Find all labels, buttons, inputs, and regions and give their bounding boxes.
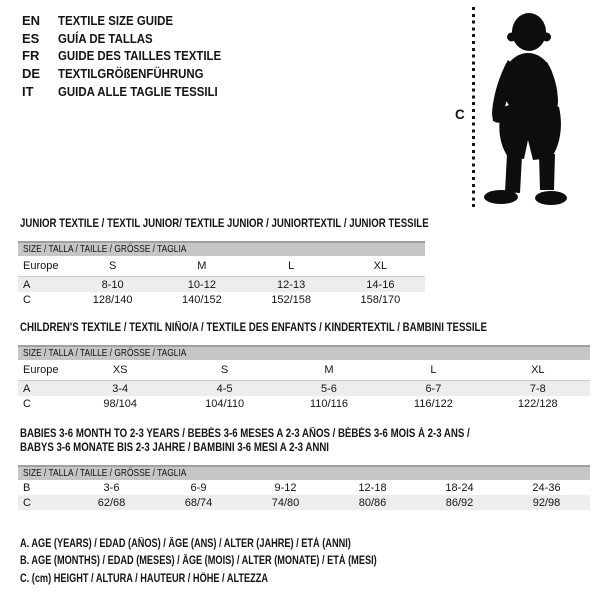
language-label-text: TEXTILE SIZE GUIDE <box>58 13 174 29</box>
row-label: C <box>23 397 31 410</box>
table-cell: 98/104 <box>103 397 138 410</box>
height-measure-label: C <box>455 107 465 122</box>
size-header-bar-text: SIZE / TALLA / TAILLE / GRÖSSE / TAGLIA <box>23 347 187 359</box>
language-label <box>58 66 223 81</box>
table-cell: 122/128 <box>517 397 558 410</box>
size-table <box>18 241 425 307</box>
row-label: C <box>23 293 31 306</box>
language-label-text: GUIDE DES TAILLES TEXTILE <box>58 48 222 64</box>
language-item <box>22 30 243 48</box>
table-row <box>18 360 590 381</box>
table-cell: 3-4 <box>112 382 129 395</box>
table-cell: 158/170 <box>360 293 401 306</box>
section-title <box>18 427 590 441</box>
size-table <box>18 465 590 510</box>
size-header-bar <box>18 241 425 256</box>
table-row <box>18 277 425 292</box>
language-code: EN <box>22 13 41 29</box>
legend-line <box>20 553 466 570</box>
section-title-text: JUNIOR TEXTILE / TEXTIL JUNIOR/ TEXTILE JUNIOR / JUNIORTEXTIL / JUNIOR TESSILE <box>20 218 429 230</box>
measure-legend <box>20 536 466 588</box>
language-code: DE <box>22 66 41 82</box>
table-cell: XL <box>373 260 388 272</box>
legend-line <box>20 571 466 588</box>
table-row <box>18 256 425 277</box>
table-cell: 12-13 <box>277 278 306 291</box>
table-cell: 14-16 <box>366 278 395 291</box>
table-cell: S <box>108 260 117 272</box>
section-title-text: BABIES 3-6 MONTH TO 2-3 YEARS / BEBÉS 3-6 MESES A 2-3 AÑOS / BÉBÉS 3-6 MOIS À 2-3 ANS / <box>20 428 470 440</box>
legend-line-text: A. AGE (YEARS) / EDAD (AÑOS) / ÂGE (ANS) / ALTER (JAHRE) / ETÀ (ANNI) <box>20 538 351 550</box>
table-cell: M <box>197 260 207 272</box>
section-title <box>18 321 590 335</box>
table-row <box>18 480 590 495</box>
language-code: FR <box>22 48 40 64</box>
table-cell: 10-12 <box>187 278 216 291</box>
language-label <box>58 84 240 99</box>
table-cell: 8-10 <box>101 278 124 291</box>
language-label <box>58 31 166 46</box>
language-code: IT <box>22 83 34 99</box>
table-cell: 4-5 <box>216 382 233 395</box>
table-cell: 104/110 <box>205 397 245 410</box>
size-header-bar-text: SIZE / TALLA / TAILLE / GRÖSSE / TAGLIA <box>23 467 187 479</box>
language-label-text: TEXTILGRÖßENFÜHRUNG <box>58 66 204 82</box>
size-table-section-2 <box>18 321 590 411</box>
language-label <box>58 48 243 63</box>
size-table-section-1 <box>18 217 429 307</box>
language-item <box>22 47 243 65</box>
table-cell: XS <box>112 364 128 376</box>
table-cell: 12-18 <box>358 481 387 494</box>
section-title-block <box>18 427 590 455</box>
section-title-text: BABYS 3-6 MONATE BIS 2-3 JAHRE / BAMBINI 3-6 MESI A 2-3 ANNI <box>20 442 329 454</box>
table-row <box>18 381 590 396</box>
table-cell: M <box>324 364 334 376</box>
table-cell: 62/68 <box>97 496 126 509</box>
row-label: C <box>23 496 31 509</box>
table-cell: 74/80 <box>271 496 300 509</box>
table-cell: 92/98 <box>532 496 561 509</box>
section-title <box>18 441 590 455</box>
language-item <box>22 65 243 83</box>
size-header-bar <box>18 345 590 360</box>
language-code: ES <box>22 30 40 46</box>
language-item <box>22 12 243 30</box>
language-label-text: GUÍA DE TALLAS <box>58 30 153 46</box>
table-row <box>18 292 425 307</box>
legend-line <box>20 536 466 553</box>
legend-line-text: C. (cm) HEIGHT / ALTURA / HAUTEUR / HÖHE / ALTEZZA <box>20 572 269 585</box>
table-cell: 116/122 <box>413 397 453 410</box>
language-label <box>58 13 189 28</box>
size-table-section-3 <box>18 427 590 510</box>
language-list <box>22 12 243 100</box>
table-cell: 3-6 <box>103 481 120 494</box>
table-cell: 6-7 <box>425 382 442 395</box>
table-cell: L <box>288 260 295 272</box>
table-cell: 6-9 <box>190 481 207 494</box>
table-cell: 7-8 <box>529 382 546 395</box>
table-cell: 110/116 <box>309 397 349 410</box>
size-header-bar <box>18 465 590 480</box>
section-title-block <box>18 217 429 231</box>
table-cell: XL <box>531 364 545 376</box>
table-cell: 140/152 <box>181 293 222 306</box>
table-cell: 18-24 <box>445 481 474 494</box>
table-cell: 86/92 <box>445 496 474 509</box>
size-header-bar-text: SIZE / TALLA / TAILLE / GRÖSSE / TAGLIA <box>23 243 187 255</box>
row-label: A <box>23 382 31 395</box>
toddler-silhouette-icon <box>462 4 600 207</box>
language-item <box>22 82 243 100</box>
section-title-text: CHILDREN'S TEXTILE / TEXTIL NIÑO/A / TEXTILE DES ENFANTS / KINDERTEXTIL / BAMBINI TESSILE <box>20 322 487 334</box>
table-cell: 68/74 <box>184 496 213 509</box>
row-label: B <box>23 481 31 494</box>
table-cell: 9-12 <box>274 481 297 494</box>
table-cell: S <box>220 364 229 376</box>
table-cell: 152/158 <box>271 293 311 306</box>
row-label: Europe <box>23 260 59 272</box>
row-label: A <box>23 278 31 291</box>
table-cell: 80/86 <box>358 496 387 509</box>
table-row <box>18 396 590 411</box>
table-cell: 5-6 <box>321 382 337 395</box>
size-table <box>18 345 590 411</box>
row-label: Europe <box>23 364 59 376</box>
table-cell: L <box>430 364 437 376</box>
section-title-block <box>18 321 590 335</box>
language-label-text: GUIDA ALLE TAGLIE TESSILI <box>58 83 218 99</box>
table-cell: 24-36 <box>532 481 561 494</box>
table-cell: 128/140 <box>92 293 133 306</box>
legend-line-text: B. AGE (MONTHS) / EDAD (MESES) / ÂGE (MOIS) / ALTER (MONATE) / ETÀ (MESI) <box>20 555 377 568</box>
section-title <box>18 217 429 231</box>
table-row <box>18 495 590 510</box>
